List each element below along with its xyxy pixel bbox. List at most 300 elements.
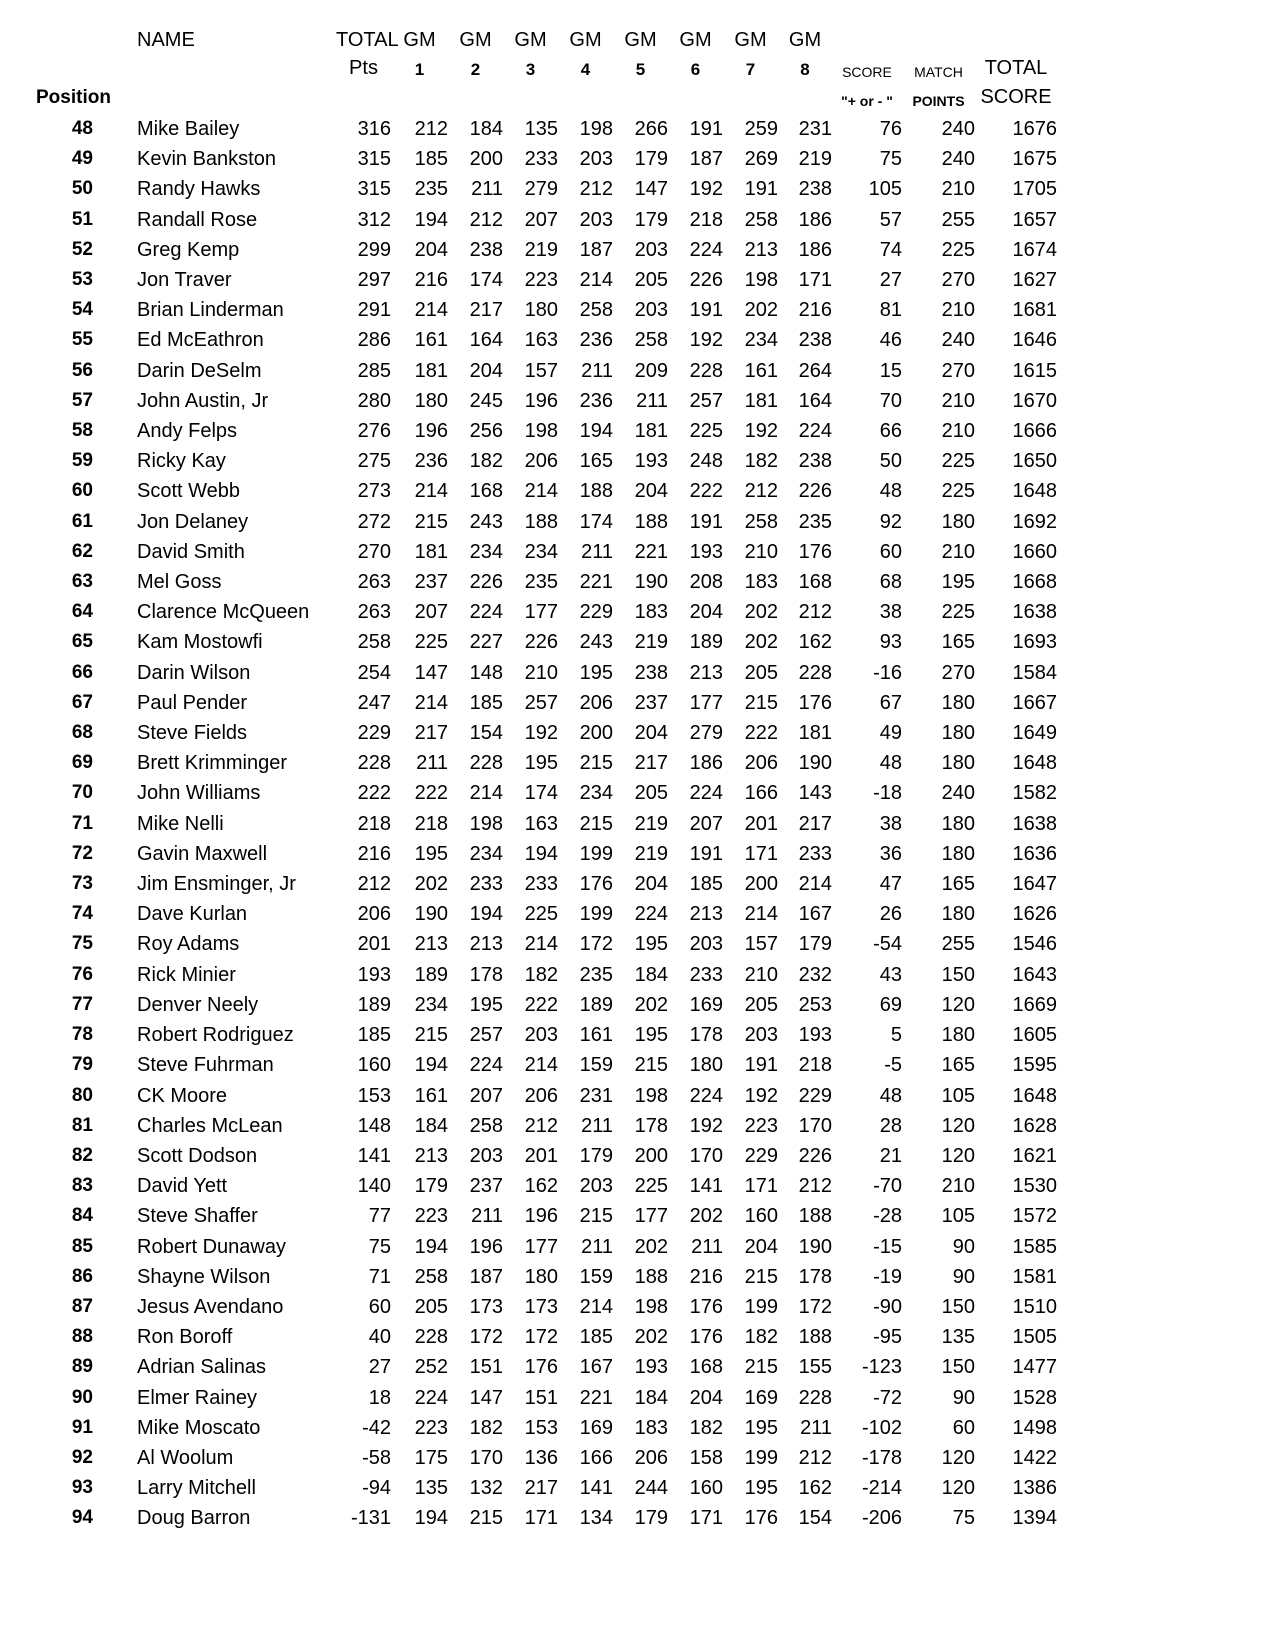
game-score-cell: 188 <box>798 1205 832 1228</box>
game-score-cell: 193 <box>798 1024 832 1047</box>
game-score-cell: 211 <box>581 540 613 563</box>
table-row <box>0 869 1057 899</box>
game-score-cell: 168 <box>798 571 832 594</box>
game-score-cell: 184 <box>414 1114 448 1137</box>
name-cell: Mike Bailey <box>137 118 240 140</box>
game-score-cell: 215 <box>414 510 448 533</box>
table-row <box>0 1201 1057 1231</box>
game-score-cell: 179 <box>579 1144 613 1167</box>
table-row <box>0 1352 1057 1382</box>
game-score-cell: 215 <box>744 1265 778 1288</box>
position-cell: 67 <box>71 691 93 713</box>
game-score-cell: 178 <box>798 1265 832 1288</box>
game-score-cell: 219 <box>634 812 668 835</box>
game-score-cell: 204 <box>689 1386 723 1409</box>
total-score-cell: 1628 <box>1012 1114 1057 1137</box>
game-score-cell: 206 <box>524 450 558 473</box>
game-score-cell: 167 <box>798 903 832 926</box>
total-score-cell: 1498 <box>1012 1416 1057 1439</box>
total-score-cell: 1669 <box>1012 993 1057 1016</box>
total-score-cell: 1615 <box>1012 359 1057 382</box>
name-cell: John Williams <box>137 782 261 805</box>
game-score-cell: 257 <box>524 691 558 714</box>
game-score-cell: 258 <box>744 510 778 533</box>
game-score-cell: 206 <box>744 752 778 775</box>
table-row <box>0 537 1057 567</box>
game-score-cell: 180 <box>524 299 558 322</box>
game-score-cell: 195 <box>524 752 558 775</box>
game-score-cell: 204 <box>634 480 668 503</box>
position-cell: 69 <box>71 752 93 774</box>
game-score-cell: 192 <box>744 1084 778 1107</box>
table-row <box>0 688 1057 718</box>
total-pts-cell: -42 <box>362 1416 391 1439</box>
game-2-number-header: 2 <box>470 60 481 79</box>
game-score-cell: 135 <box>524 118 558 140</box>
game-score-cell: 183 <box>634 1416 668 1439</box>
game-score-cell: 234 <box>469 540 503 563</box>
total-pts-cell: 201 <box>357 933 391 956</box>
game-score-cell: 191 <box>689 299 723 322</box>
game-score-cell: 235 <box>798 510 832 533</box>
match-points-cell: 180 <box>941 903 975 926</box>
game-score-cell: 177 <box>524 601 558 624</box>
total-pts-cell: 228 <box>357 752 391 775</box>
position-cell: 88 <box>71 1326 93 1348</box>
game-score-cell: 222 <box>689 480 723 503</box>
total-score-cell: 1505 <box>1012 1326 1057 1349</box>
total-pts-cell: 185 <box>357 1024 391 1047</box>
total-score-cell: 1636 <box>1012 842 1057 865</box>
game-score-cell: 234 <box>414 993 448 1016</box>
name-cell: Al Woolum <box>137 1446 234 1469</box>
score-plus-minus-cell: -178 <box>861 1446 902 1469</box>
total-score-cell: 1668 <box>1012 571 1057 594</box>
game-score-cell: 264 <box>798 359 832 382</box>
table-row <box>0 809 1057 839</box>
name-cell: Clarence McQueen <box>137 601 310 624</box>
name-cell: Dave Kurlan <box>137 903 248 926</box>
game-score-cell: 238 <box>798 329 832 352</box>
game-score-cell: 214 <box>524 1054 558 1077</box>
name-column-header: NAME <box>137 29 195 51</box>
score-plus-minus-cell: 48 <box>879 480 902 503</box>
game-score-cell: 253 <box>798 993 832 1016</box>
score-plus-minus-cell: 60 <box>879 540 902 563</box>
game-score-cell: 233 <box>524 873 558 896</box>
table-row <box>0 476 1057 506</box>
game-score-cell: 204 <box>689 601 723 624</box>
table-row <box>0 446 1057 476</box>
name-cell: Charles McLean <box>137 1114 283 1137</box>
game-score-cell: 205 <box>414 1295 448 1318</box>
score-plus-minus-cell: -16 <box>873 661 902 684</box>
game-score-cell: 215 <box>579 812 613 835</box>
name-cell: Randy Hawks <box>137 178 261 201</box>
game-score-cell: 226 <box>689 269 723 292</box>
total-score-cell: 1646 <box>1012 329 1057 352</box>
table-row <box>0 778 1057 808</box>
score-column-header-line2: "+ or - " <box>841 93 893 109</box>
position-cell: 89 <box>71 1356 93 1378</box>
match-points-cell: 75 <box>952 1507 975 1530</box>
total-pts-cell: 75 <box>368 1235 391 1258</box>
match-points-cell: 90 <box>952 1235 975 1258</box>
game-score-cell: 216 <box>798 299 832 322</box>
match-points-cell: 225 <box>941 480 975 503</box>
game-score-cell: 258 <box>469 1114 503 1137</box>
position-cell: 84 <box>71 1205 93 1227</box>
score-plus-minus-cell: -214 <box>861 1477 902 1500</box>
game-score-cell: 141 <box>689 1175 723 1198</box>
game-score-cell: 236 <box>579 389 613 412</box>
total-pts-cell: -131 <box>350 1507 391 1530</box>
game-score-cell: 176 <box>689 1295 723 1318</box>
game-score-cell: 185 <box>689 873 723 896</box>
game-score-cell: 235 <box>414 178 448 201</box>
match-points-cell: 240 <box>941 329 975 352</box>
match-points-cell: 255 <box>941 208 975 231</box>
match-points-cell: 210 <box>941 1175 975 1198</box>
score-plus-minus-cell: -5 <box>884 1054 902 1077</box>
match-points-cell: 180 <box>941 722 975 745</box>
match-points-cell: 120 <box>941 993 975 1016</box>
game-score-cell: 203 <box>689 933 723 956</box>
name-cell: John Austin, Jr <box>137 389 269 412</box>
game-score-cell: 186 <box>689 752 723 775</box>
total-score-cell: 1621 <box>1012 1144 1057 1167</box>
total-pts-cell: 77 <box>368 1205 391 1228</box>
game-score-cell: 161 <box>414 1084 448 1107</box>
table-row <box>0 295 1057 325</box>
game-score-cell: 171 <box>524 1507 558 1530</box>
total-pts-cell: 229 <box>357 722 391 745</box>
game-score-cell: 219 <box>524 238 558 261</box>
game-score-cell: 166 <box>744 782 778 805</box>
score-plus-minus-cell: 75 <box>879 148 902 171</box>
total-pts-cell: 71 <box>368 1265 391 1288</box>
table-row <box>0 386 1057 416</box>
game-score-cell: 224 <box>798 420 832 443</box>
game-score-cell: 141 <box>579 1477 613 1500</box>
game-score-cell: 173 <box>524 1295 558 1318</box>
game-score-cell: 181 <box>744 389 778 412</box>
game-score-cell: 233 <box>524 148 558 171</box>
game-score-cell: 214 <box>524 933 558 956</box>
game-score-cell: 195 <box>579 661 613 684</box>
game-score-cell: 198 <box>634 1084 668 1107</box>
game-score-cell: 134 <box>579 1507 613 1530</box>
game-score-cell: 192 <box>689 178 723 201</box>
name-cell: Scott Dodson <box>137 1144 258 1167</box>
game-score-cell: 157 <box>524 359 558 382</box>
total-score-cell: 1572 <box>1012 1205 1057 1228</box>
score-plus-minus-cell: -123 <box>861 1356 902 1379</box>
match-points-cell: 255 <box>941 933 975 956</box>
game-score-cell: 187 <box>469 1265 503 1288</box>
total-score-cell: 1477 <box>1012 1356 1057 1379</box>
game-score-cell: 195 <box>414 842 448 865</box>
game-score-cell: 212 <box>798 601 832 624</box>
score-plus-minus-cell: -54 <box>873 933 902 956</box>
name-cell: David Yett <box>137 1175 228 1198</box>
match-points-cell: 135 <box>941 1326 975 1349</box>
name-cell: Mike Moscato <box>137 1416 261 1439</box>
game-score-cell: 182 <box>469 1416 503 1439</box>
table-body <box>0 114 1057 1534</box>
game-score-cell: 147 <box>469 1386 503 1409</box>
name-cell: Robert Rodriguez <box>137 1024 294 1047</box>
score-plus-minus-cell: 68 <box>879 571 902 594</box>
score-plus-minus-cell: 93 <box>879 631 902 654</box>
total-pts-cell: 216 <box>357 842 391 865</box>
game-score-cell: 214 <box>579 1295 613 1318</box>
game-score-cell: 202 <box>744 631 778 654</box>
game-score-cell: 228 <box>689 359 723 382</box>
game-score-cell: 217 <box>634 752 668 775</box>
game-score-cell: 203 <box>579 208 613 231</box>
position-cell: 90 <box>71 1386 93 1408</box>
game-score-cell: 231 <box>798 118 832 140</box>
score-plus-minus-cell: -70 <box>873 1175 902 1198</box>
total-pts-cell: 212 <box>357 873 391 896</box>
game-8-number-header: 8 <box>800 60 810 79</box>
game-score-cell: 194 <box>579 420 613 443</box>
game-score-cell: 183 <box>634 601 668 624</box>
game-score-cell: 245 <box>469 389 503 412</box>
game-score-cell: 221 <box>579 571 613 594</box>
position-cell: 72 <box>71 842 93 864</box>
game-score-cell: 225 <box>634 1175 668 1198</box>
name-cell: Elmer Rainey <box>137 1386 258 1409</box>
match-points-cell: 180 <box>941 812 975 835</box>
game-score-cell: 219 <box>798 148 832 171</box>
game-score-cell: 203 <box>634 299 668 322</box>
table-row <box>0 718 1057 748</box>
game-score-cell: 195 <box>634 1024 668 1047</box>
total-score-cell: 1649 <box>1012 722 1057 745</box>
table-row <box>0 174 1057 204</box>
game-score-cell: 162 <box>798 631 832 654</box>
game-score-cell: 222 <box>744 722 778 745</box>
total-pts-cell: 258 <box>357 631 391 654</box>
position-cell: 52 <box>71 238 93 260</box>
game-score-cell: 184 <box>634 1386 668 1409</box>
name-cell: Mel Goss <box>137 571 222 594</box>
game-score-cell: 161 <box>579 1024 613 1047</box>
game-score-cell: 203 <box>524 1024 558 1047</box>
name-cell: Steve Fuhrman <box>137 1054 274 1077</box>
game-score-cell: 219 <box>634 842 668 865</box>
game-score-cell: 187 <box>579 238 613 261</box>
score-plus-minus-cell: 28 <box>879 1114 902 1137</box>
standings-table <box>0 14 1057 1534</box>
game-score-cell: 211 <box>471 1205 503 1228</box>
position-cell: 87 <box>71 1295 93 1317</box>
name-cell: Roy Adams <box>137 933 240 956</box>
gm2-column-header: GM <box>459 29 492 51</box>
match-points-cell: 270 <box>941 359 975 382</box>
game-score-cell: 194 <box>414 208 448 231</box>
match-points-cell: 180 <box>941 691 975 714</box>
game-score-cell: 226 <box>798 480 832 503</box>
total-score-cell: 1626 <box>1012 903 1057 926</box>
total-pts-cell: 263 <box>357 571 391 594</box>
game-score-cell: 164 <box>469 329 503 352</box>
total-pts-cell: 291 <box>357 299 391 322</box>
table-row <box>0 1443 1057 1473</box>
name-cell: Larry Mitchell <box>137 1477 256 1500</box>
total-pts-cell: 276 <box>357 420 391 443</box>
game-score-cell: 184 <box>469 118 503 140</box>
game-score-cell: 222 <box>524 993 558 1016</box>
game-score-cell: 175 <box>414 1446 448 1469</box>
game-score-cell: 154 <box>469 722 503 745</box>
game-score-cell: 181 <box>634 420 668 443</box>
table-row <box>0 1232 1057 1262</box>
game-score-cell: 190 <box>414 903 448 926</box>
score-plus-minus-cell: 27 <box>879 269 902 292</box>
game-score-cell: 205 <box>634 269 668 292</box>
name-cell: CK Moore <box>137 1084 228 1107</box>
game-score-cell: 218 <box>689 208 723 231</box>
name-cell: Brett Krimminger <box>137 752 288 775</box>
game-score-cell: 174 <box>469 269 503 292</box>
game-score-cell: 202 <box>634 1326 668 1349</box>
game-score-cell: 177 <box>524 1235 558 1258</box>
total-score-cell: 1648 <box>1012 1084 1057 1107</box>
game-score-cell: 252 <box>414 1356 448 1379</box>
total-score-cell: 1582 <box>1012 782 1057 805</box>
game-score-cell: 157 <box>744 933 778 956</box>
game-score-cell: 215 <box>744 1356 778 1379</box>
table-row <box>0 1171 1057 1201</box>
score-plus-minus-cell: 69 <box>879 993 902 1016</box>
game-score-cell: 214 <box>744 903 778 926</box>
gm5-column-header: GM <box>624 29 657 51</box>
game-score-cell: 211 <box>581 359 613 382</box>
total-score-cell: 1510 <box>1012 1295 1057 1318</box>
game-score-cell: 237 <box>469 1175 503 1198</box>
match-points-cell: 180 <box>941 510 975 533</box>
game-score-cell: 266 <box>634 118 668 140</box>
total-pts-cell: 247 <box>357 691 391 714</box>
position-cell: 77 <box>71 993 93 1015</box>
game-score-cell: 182 <box>744 450 778 473</box>
game-score-cell: 237 <box>414 571 448 594</box>
game-score-cell: 215 <box>579 1205 613 1228</box>
game-score-cell: 243 <box>579 631 613 654</box>
name-cell: Paul Pender <box>137 691 248 714</box>
game-score-cell: 204 <box>469 359 503 382</box>
game-score-cell: 190 <box>798 1235 832 1258</box>
game-score-cell: 169 <box>744 1386 778 1409</box>
game-score-cell: 214 <box>524 480 558 503</box>
match-points-cell: 240 <box>941 148 975 171</box>
gm6-column-header: GM <box>679 29 712 51</box>
total-pts-cell: 297 <box>357 269 391 292</box>
game-score-cell: 153 <box>524 1416 558 1439</box>
game-score-cell: 211 <box>800 1416 832 1439</box>
game-score-cell: 214 <box>414 480 448 503</box>
game-score-cell: 163 <box>524 812 558 835</box>
game-score-cell: 189 <box>689 631 723 654</box>
game-score-cell: 182 <box>524 963 558 986</box>
game-score-cell: 198 <box>469 812 503 835</box>
table-row <box>0 567 1057 597</box>
score-plus-minus-cell: 21 <box>879 1144 902 1167</box>
game-score-cell: 217 <box>524 1477 558 1500</box>
total-pts-cell: 263 <box>357 601 391 624</box>
header-row-2 <box>0 52 1057 80</box>
score-plus-minus-cell: 76 <box>879 118 902 140</box>
game-score-cell: 171 <box>689 1507 723 1530</box>
table-row <box>0 325 1057 355</box>
game-score-cell: 216 <box>414 269 448 292</box>
game-score-cell: 212 <box>744 480 778 503</box>
game-score-cell: 209 <box>634 359 668 382</box>
position-cell: 74 <box>71 903 93 925</box>
game-score-cell: 162 <box>798 1477 832 1500</box>
name-cell: Brian Linderman <box>137 299 284 322</box>
game-score-cell: 173 <box>469 1295 503 1318</box>
score-plus-minus-cell: 74 <box>879 238 902 261</box>
game-score-cell: 202 <box>634 1235 668 1258</box>
game-score-cell: 176 <box>689 1326 723 1349</box>
game-score-cell: 214 <box>414 691 448 714</box>
position-cell: 80 <box>71 1084 93 1106</box>
game-score-cell: 211 <box>471 178 503 201</box>
total-pts-cell: 218 <box>357 812 391 835</box>
game-score-cell: 215 <box>634 1054 668 1077</box>
table-row <box>0 1473 1057 1503</box>
score-plus-minus-cell: 70 <box>879 389 902 412</box>
game-score-cell: 258 <box>634 329 668 352</box>
game-score-cell: 176 <box>798 691 832 714</box>
total-pts-cell: 60 <box>368 1295 391 1318</box>
total-pts-cell: 315 <box>357 148 391 171</box>
game-score-cell: 178 <box>469 963 503 986</box>
game-score-cell: 203 <box>469 1144 503 1167</box>
game-score-cell: 223 <box>414 1205 448 1228</box>
game-score-cell: 217 <box>798 812 832 835</box>
position-cell: 75 <box>71 933 93 955</box>
game-3-number-header: 3 <box>525 60 536 79</box>
total-score-cell: 1676 <box>1012 118 1057 140</box>
game-score-cell: 212 <box>524 1114 558 1137</box>
game-score-cell: 189 <box>414 963 448 986</box>
position-cell: 62 <box>71 540 93 562</box>
game-score-cell: 213 <box>469 933 503 956</box>
table-row <box>0 597 1057 627</box>
total-score-cell: 1585 <box>1012 1235 1057 1258</box>
position-cell: 65 <box>71 631 93 653</box>
total-pts-cell: 270 <box>357 540 391 563</box>
name-cell: Kevin Bankston <box>137 148 276 171</box>
game-score-cell: 191 <box>689 510 723 533</box>
position-cell: 64 <box>71 601 93 623</box>
match-points-cell: 225 <box>941 238 975 261</box>
game-score-cell: 206 <box>634 1446 668 1469</box>
name-cell: Jesus Avendano <box>137 1295 284 1318</box>
game-score-cell: 159 <box>579 1054 613 1077</box>
game-score-cell: 229 <box>744 1144 778 1167</box>
name-cell: Greg Kemp <box>137 238 240 261</box>
score-plus-minus-cell: -95 <box>873 1326 902 1349</box>
game-score-cell: 192 <box>689 1114 723 1137</box>
game-score-cell: 203 <box>579 1175 613 1198</box>
game-score-cell: 204 <box>634 722 668 745</box>
